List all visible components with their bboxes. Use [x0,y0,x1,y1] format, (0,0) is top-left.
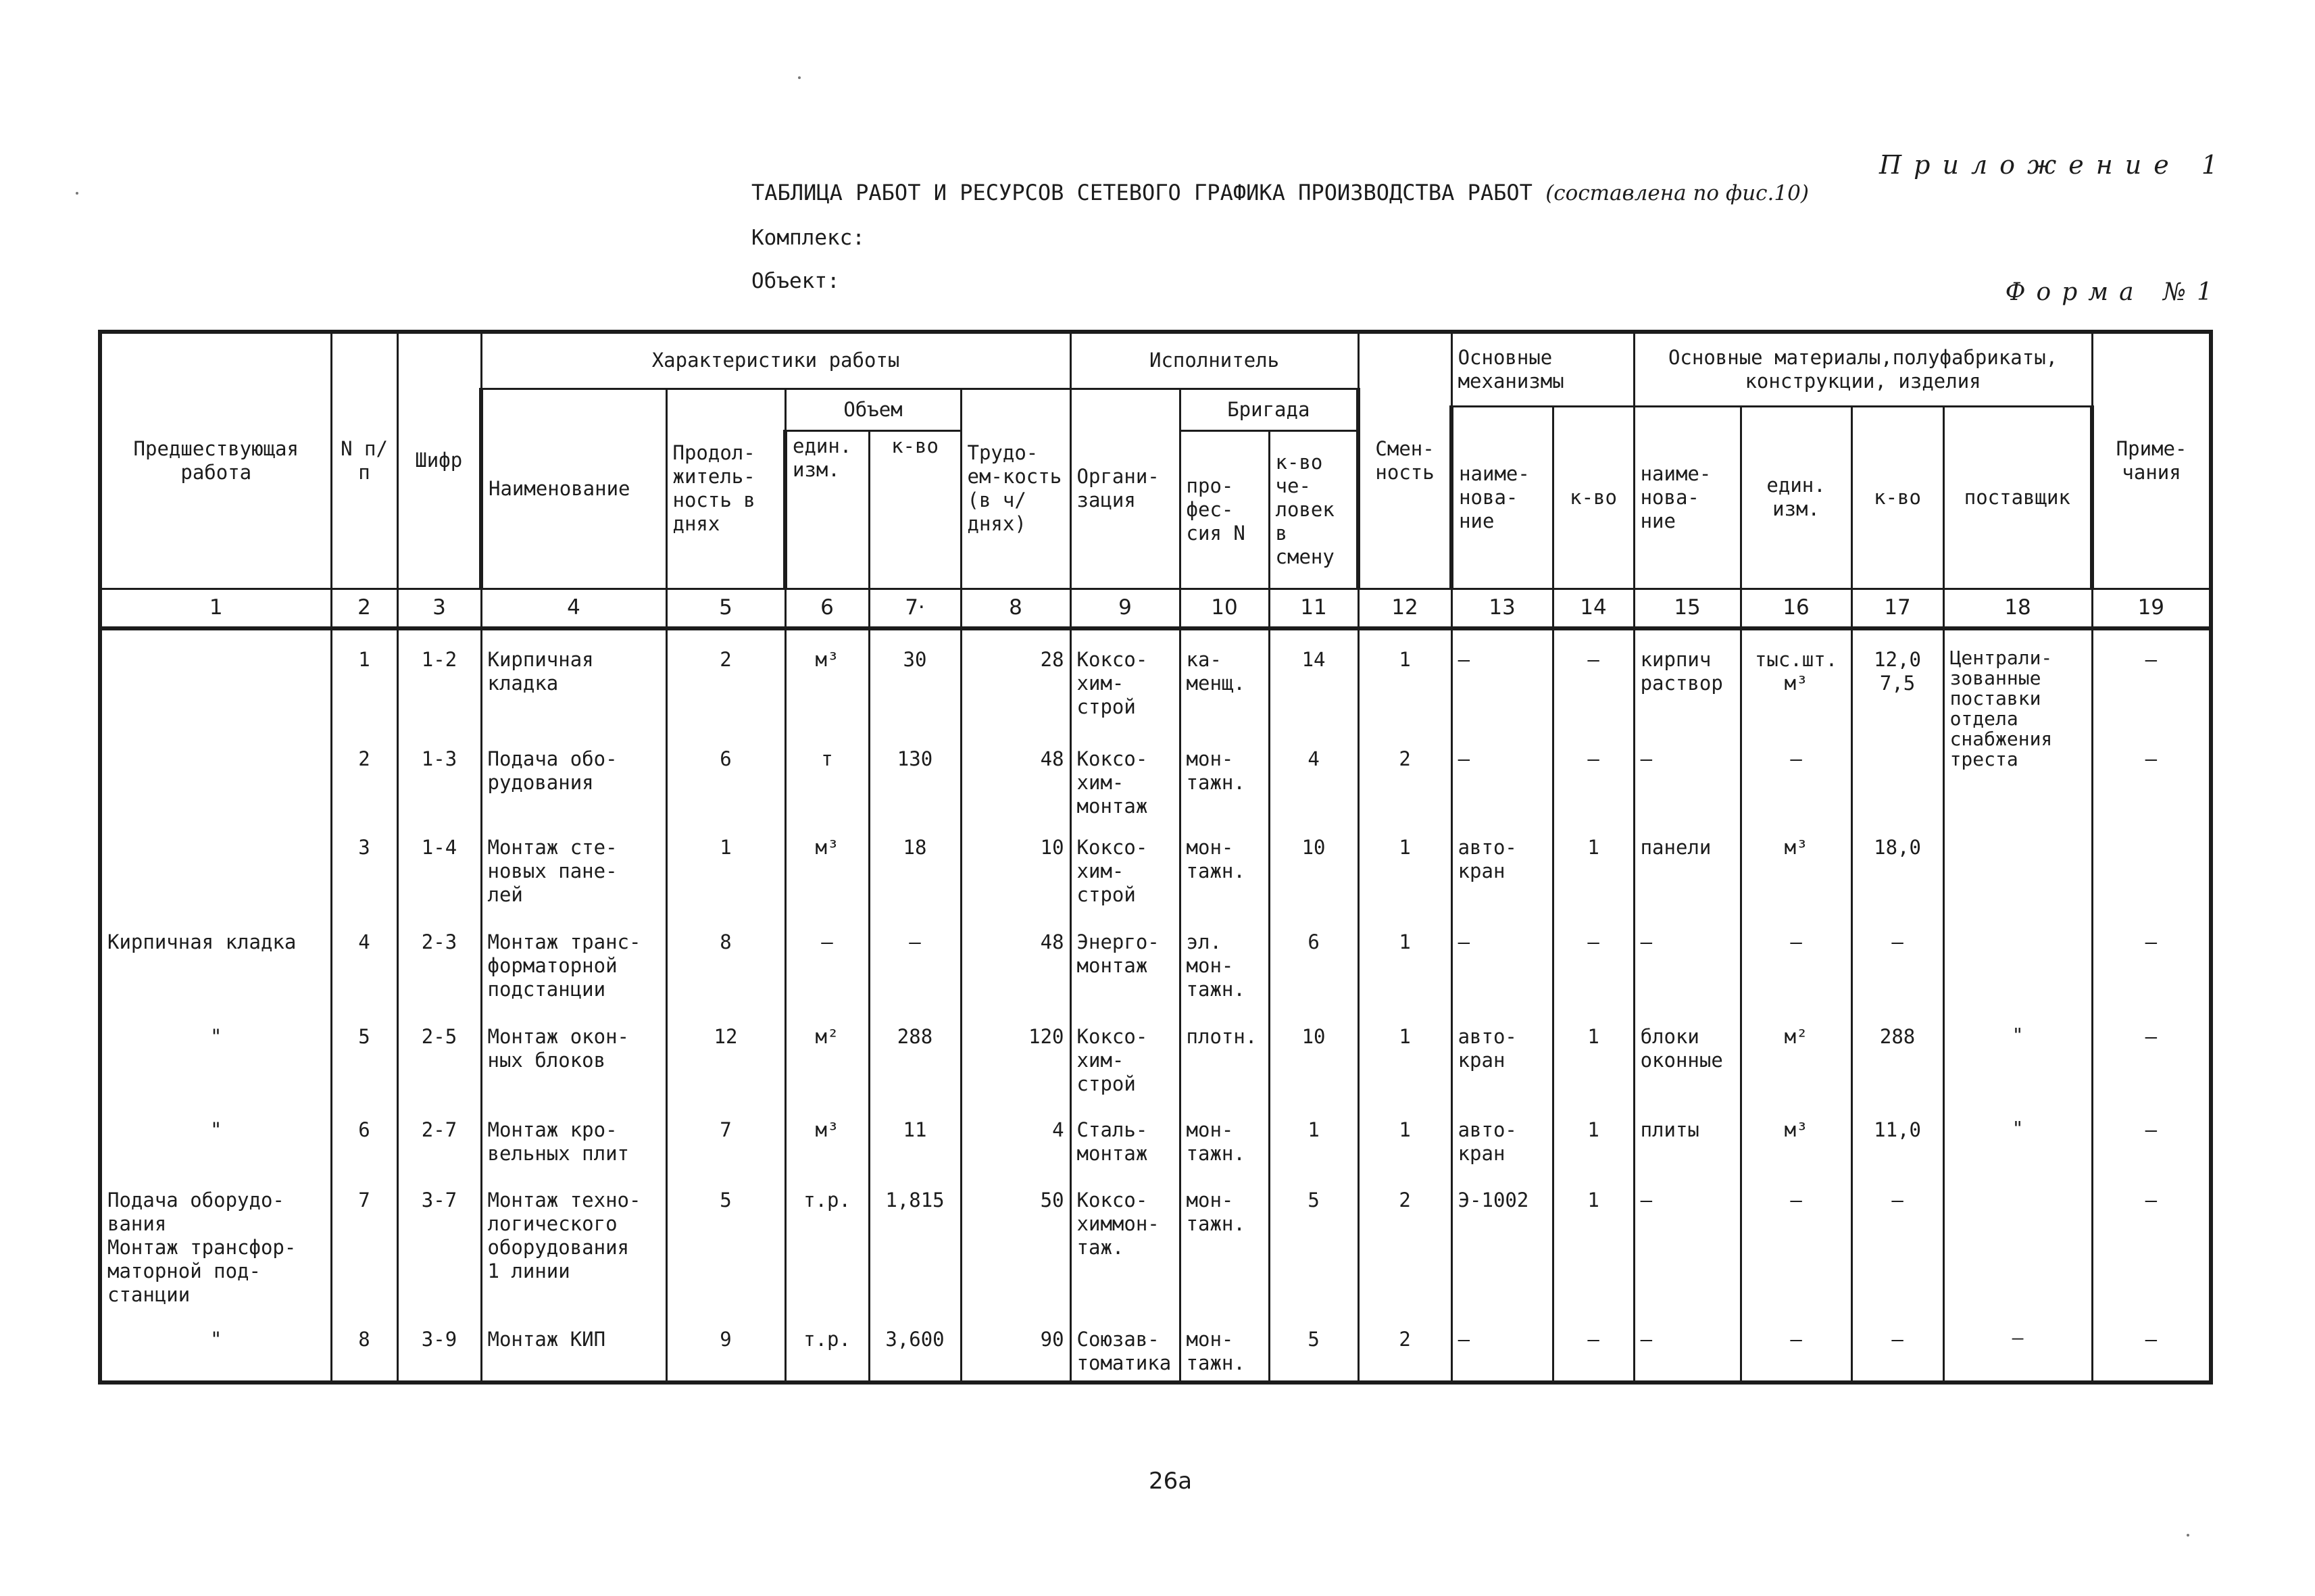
duration-cell: 8 [666,913,785,1007]
table-row [100,730,2211,818]
profession-cell: мон- тажн. [1180,1310,1269,1382]
duration-cell: 9 [666,1310,785,1382]
form-number: Форма №1 [2005,278,2223,306]
column-number: 15 [1634,589,1741,628]
column-number: 4 [481,589,666,628]
unit-cell: т [785,730,869,818]
mat-qty-cell: – [1851,1171,1943,1310]
page-title [751,180,1809,205]
col-shifts: Смен-ность [1358,332,1451,589]
mat-qty-cell: 288 [1851,1007,1943,1101]
mat-unit-cell: м² [1741,1007,1851,1101]
name-cell: Монтаж сте- новых пане- лей [481,818,666,913]
shifts-cell: 1 [1358,913,1451,1007]
mat-qty-cell: – [1851,913,1943,1007]
mech-name-cell: авто- кран [1451,1007,1553,1101]
shifts-cell: 1 [1358,1101,1451,1171]
predecessor-cell [100,818,331,913]
mech-name-cell: авто- кран [1451,818,1553,913]
supplier-cell [1943,913,2092,1007]
name-cell: Монтаж транс- форматорной подстанции [481,913,666,1007]
predecessor-cell: Кирпичная кладка [100,913,331,1007]
mat-unit-cell: – [1741,1310,1851,1382]
shifts-cell: 2 [1358,1310,1451,1382]
table-row [100,628,2211,730]
col-organization: Органи-зация [1070,389,1180,589]
num-cell: 7 [331,1171,397,1310]
name-cell: Монтаж окон- ных блоков [481,1007,666,1101]
title-text: ТАБЛИЦА РАБОТ И РЕСУРСОВ СЕТЕВОГО ГРАФИКА ПРОИЗВОДСТВА РАБОТ [751,180,1533,205]
name-cell: Монтаж КИП [481,1310,666,1382]
shifts-cell: 2 [1358,730,1451,818]
works-resources-table [98,330,2213,1385]
duration-cell: 6 [666,730,785,818]
qty-cell: 3,600 [869,1310,961,1382]
unit-cell: т.р. [785,1310,869,1382]
col-duration: Продол-житель-ность в днях [666,389,785,589]
organization-cell: Коксо- хим- строй [1070,1007,1180,1101]
mech-qty-cell: – [1553,628,1634,730]
mech-name-cell: – [1451,913,1553,1007]
notes-cell: – [2092,1310,2211,1382]
profession-cell: мон- тажн. [1180,818,1269,913]
shifts-cell: 2 [1358,1171,1451,1310]
column-number: 6 [785,589,869,628]
column-number: 10 [1180,589,1269,628]
table-row [100,1101,2211,1171]
supplier-cell: – [1943,1310,2092,1382]
mech-qty-cell: – [1553,913,1634,1007]
notes-cell: – [2092,730,2211,818]
mat-name-cell: – [1634,1310,1741,1382]
workers-cell: 14 [1269,628,1358,730]
col-qty: к-во [869,430,961,589]
col-workers: к-во че-ловек в смену [1269,430,1358,589]
group-work-characteristics: Характеристики работы [481,332,1070,389]
column-number: 13 [1451,589,1553,628]
organization-cell: Коксо- химмон- таж. [1070,1171,1180,1310]
duration-cell: 1 [666,818,785,913]
group-volume: Объем [785,389,961,430]
mat-name-cell: блоки оконные [1634,1007,1741,1101]
predecessor-cell: " [100,1310,331,1382]
column-number: 1 [100,589,331,628]
mech-qty-cell: – [1553,730,1634,818]
num-cell: 6 [331,1101,397,1171]
labor-cell: 48 [961,730,1070,818]
labor-cell: 4 [961,1101,1070,1171]
mech-qty-cell: 1 [1553,1171,1634,1310]
num-cell: 5 [331,1007,397,1101]
mech-qty-cell: 1 [1553,1101,1634,1171]
qty-cell: 1,815 [869,1171,961,1310]
mech-name-cell: – [1451,730,1553,818]
num-cell: 4 [331,913,397,1007]
col-mat-unit: един. изм. [1741,406,1851,589]
column-number: 7· [869,589,961,628]
unit-cell: м² [785,1007,869,1101]
group-brigade: Бригада [1180,389,1358,430]
supplier-cell: " [1943,1007,2092,1101]
column-number: 5 [666,589,785,628]
profession-cell: плотн. [1180,1007,1269,1101]
notes-cell: – [2092,1171,2211,1310]
col-name: Наименование [481,389,666,589]
complex-label: Комплекс: [751,226,865,250]
code-cell: 1-3 [397,730,481,818]
mech-name-cell: – [1451,628,1553,730]
code-cell: 3-9 [397,1310,481,1382]
mat-name-cell: плиты [1634,1101,1741,1171]
notes-cell [2092,818,2211,913]
mat-name-cell: – [1634,1171,1741,1310]
appendix-label: Приложение 1 [1879,150,2230,180]
column-number: 12 [1358,589,1451,628]
col-mat-name: наиме-нова-ние [1634,406,1741,589]
page-number: 26а [1149,1468,1193,1495]
col-mech-qty: к-во [1553,406,1634,589]
col-labor: Трудо-ем-кость (в ч/ днях) [961,389,1070,589]
mat-name-cell: кирпич раствор [1634,628,1741,730]
predecessor-cell: " [100,1007,331,1101]
mech-name-cell: Э-1002 [1451,1171,1553,1310]
labor-cell: 90 [961,1310,1070,1382]
qty-cell: – [869,913,961,1007]
unit-cell: – [785,913,869,1007]
column-number: 14 [1553,589,1634,628]
qty-cell: 288 [869,1007,961,1101]
shifts-cell: 1 [1358,818,1451,913]
mech-qty-cell: – [1553,1310,1634,1382]
code-cell: 3-7 [397,1171,481,1310]
mech-qty-cell: 1 [1553,818,1634,913]
qty-cell: 11 [869,1101,961,1171]
num-cell: 1 [331,628,397,730]
col-code: Шифр [397,332,481,589]
mech-qty-cell: 1 [1553,1007,1634,1101]
column-number: 9 [1070,589,1180,628]
column-number: 2 [331,589,397,628]
mat-qty-cell: 18,0 [1851,818,1943,913]
duration-cell: 12 [666,1007,785,1101]
mat-unit-cell: тыс.шт. м³ [1741,628,1851,730]
shifts-cell: 1 [1358,628,1451,730]
unit-cell: т.р. [785,1171,869,1310]
profession-cell: эл. мон- тажн. [1180,913,1269,1007]
code-cell: 2-3 [397,913,481,1007]
organization-cell: Коксо- хим- строй [1070,628,1180,730]
name-cell: Кирпичная кладка [481,628,666,730]
name-cell: Подача обо- рудования [481,730,666,818]
unit-cell: м³ [785,818,869,913]
mat-name-cell: – [1634,913,1741,1007]
mat-unit-cell: – [1741,913,1851,1007]
duration-cell: 5 [666,1171,785,1310]
profession-cell: мон- тажн. [1180,1171,1269,1310]
labor-cell: 28 [961,628,1070,730]
speck [798,76,801,79]
supplier-cell: " [1943,1101,2092,1171]
predecessor-cell: Подача оборудо- вания Монтаж трансфор- маторной под- станции [100,1171,331,1310]
workers-cell: 1 [1269,1101,1358,1171]
duration-cell: 7 [666,1101,785,1171]
col-mat-qty: к-во [1851,406,1943,589]
predecessor-cell: " [100,1101,331,1171]
code-cell: 1-4 [397,818,481,913]
notes-cell: – [2092,628,2211,730]
unit-cell: м³ [785,1101,869,1171]
workers-cell: 10 [1269,818,1358,913]
mat-unit-cell: – [1741,730,1851,818]
workers-cell: 5 [1269,1310,1358,1382]
workers-cell: 10 [1269,1007,1358,1101]
profession-cell: ка- менщ. [1180,628,1269,730]
mat-unit-cell: м³ [1741,1101,1851,1171]
column-number: 11 [1269,589,1358,628]
qty-cell: 18 [869,818,961,913]
supplier-cell: Централи- зованные поставки отдела снабжения треста [1943,628,2092,913]
name-cell: Монтаж кро- вельных плит [481,1101,666,1171]
workers-cell: 5 [1269,1171,1358,1310]
col-notes: Приме-чания [2092,332,2211,589]
mat-unit-cell: м³ [1741,818,1851,913]
code-cell: 2-5 [397,1007,481,1101]
table-row [100,818,2211,913]
column-number: 8 [961,589,1070,628]
col-supplier: поставщик [1943,406,2092,589]
col-num: N п/п [331,332,397,589]
col-mech-name: наиме-нова-ние [1451,406,1553,589]
workers-cell: 6 [1269,913,1358,1007]
col-profession: про-фес-сия N [1180,430,1269,589]
organization-cell: Сталь- монтаж [1070,1101,1180,1171]
column-number: 18 [1943,589,2092,628]
title-note: (составлена по фис.10) [1545,181,1809,205]
mat-name-cell: – [1634,730,1741,818]
duration-cell: 2 [666,628,785,730]
group-executor: Исполнитель [1070,332,1358,389]
notes-cell: – [2092,913,2211,1007]
notes-cell: – [2092,1007,2211,1101]
labor-cell: 48 [961,913,1070,1007]
num-cell: 3 [331,818,397,913]
mech-name-cell: – [1451,1310,1553,1382]
qty-cell: 130 [869,730,961,818]
column-number: 19 [2092,589,2211,628]
column-number: 16 [1741,589,1851,628]
speck [2187,1534,2189,1537]
column-numbers-row [100,589,2211,628]
table-row [100,1007,2211,1101]
code-cell: 1-2 [397,628,481,730]
group-materials: Основные материалы,полуфабрикаты, конструкции, изделия [1634,332,2092,406]
mat-name-cell: панели [1634,818,1741,913]
num-cell: 8 [331,1310,397,1382]
object-label: Объект: [751,269,840,293]
unit-cell: м³ [785,628,869,730]
labor-cell: 10 [961,818,1070,913]
mat-qty-cell: 12,0 7,5 [1851,628,1943,730]
organization-cell: Союзав- томатика [1070,1310,1180,1382]
predecessor-cell [100,730,331,818]
speck [76,192,78,195]
notes-cell: – [2092,1101,2211,1171]
organization-cell: Коксо- хим- монтаж [1070,730,1180,818]
group-mechanisms: Основные механизмы [1451,332,1634,406]
name-cell: Монтаж техно- логического оборудования 1 линии [481,1171,666,1310]
labor-cell: 120 [961,1007,1070,1101]
mech-name-cell: авто- кран [1451,1101,1553,1171]
col-predecessor: Предшествующая работа [100,332,331,589]
num-cell: 2 [331,730,397,818]
organization-cell: Коксо- хим- строй [1070,818,1180,913]
predecessor-cell [100,628,331,730]
table-row [100,1171,2211,1310]
profession-cell: мон- тажн. [1180,1101,1269,1171]
table-row [100,913,2211,1007]
column-number: 3 [397,589,481,628]
qty-cell: 30 [869,628,961,730]
mat-qty-cell: 11,0 [1851,1101,1943,1171]
col-unit: един. изм. [785,430,869,589]
workers-cell: 4 [1269,730,1358,818]
code-cell: 2-7 [397,1101,481,1171]
shifts-cell: 1 [1358,1007,1451,1101]
labor-cell: 50 [961,1171,1070,1310]
mat-qty-cell [1851,730,1943,818]
mat-qty-cell: – [1851,1310,1943,1382]
column-number: 17 [1851,589,1943,628]
organization-cell: Энерго- монтаж [1070,913,1180,1007]
mat-unit-cell: – [1741,1171,1851,1310]
table-row [100,1310,2211,1382]
profession-cell: мон- тажн. [1180,730,1269,818]
supplier-cell [1943,1171,2092,1310]
